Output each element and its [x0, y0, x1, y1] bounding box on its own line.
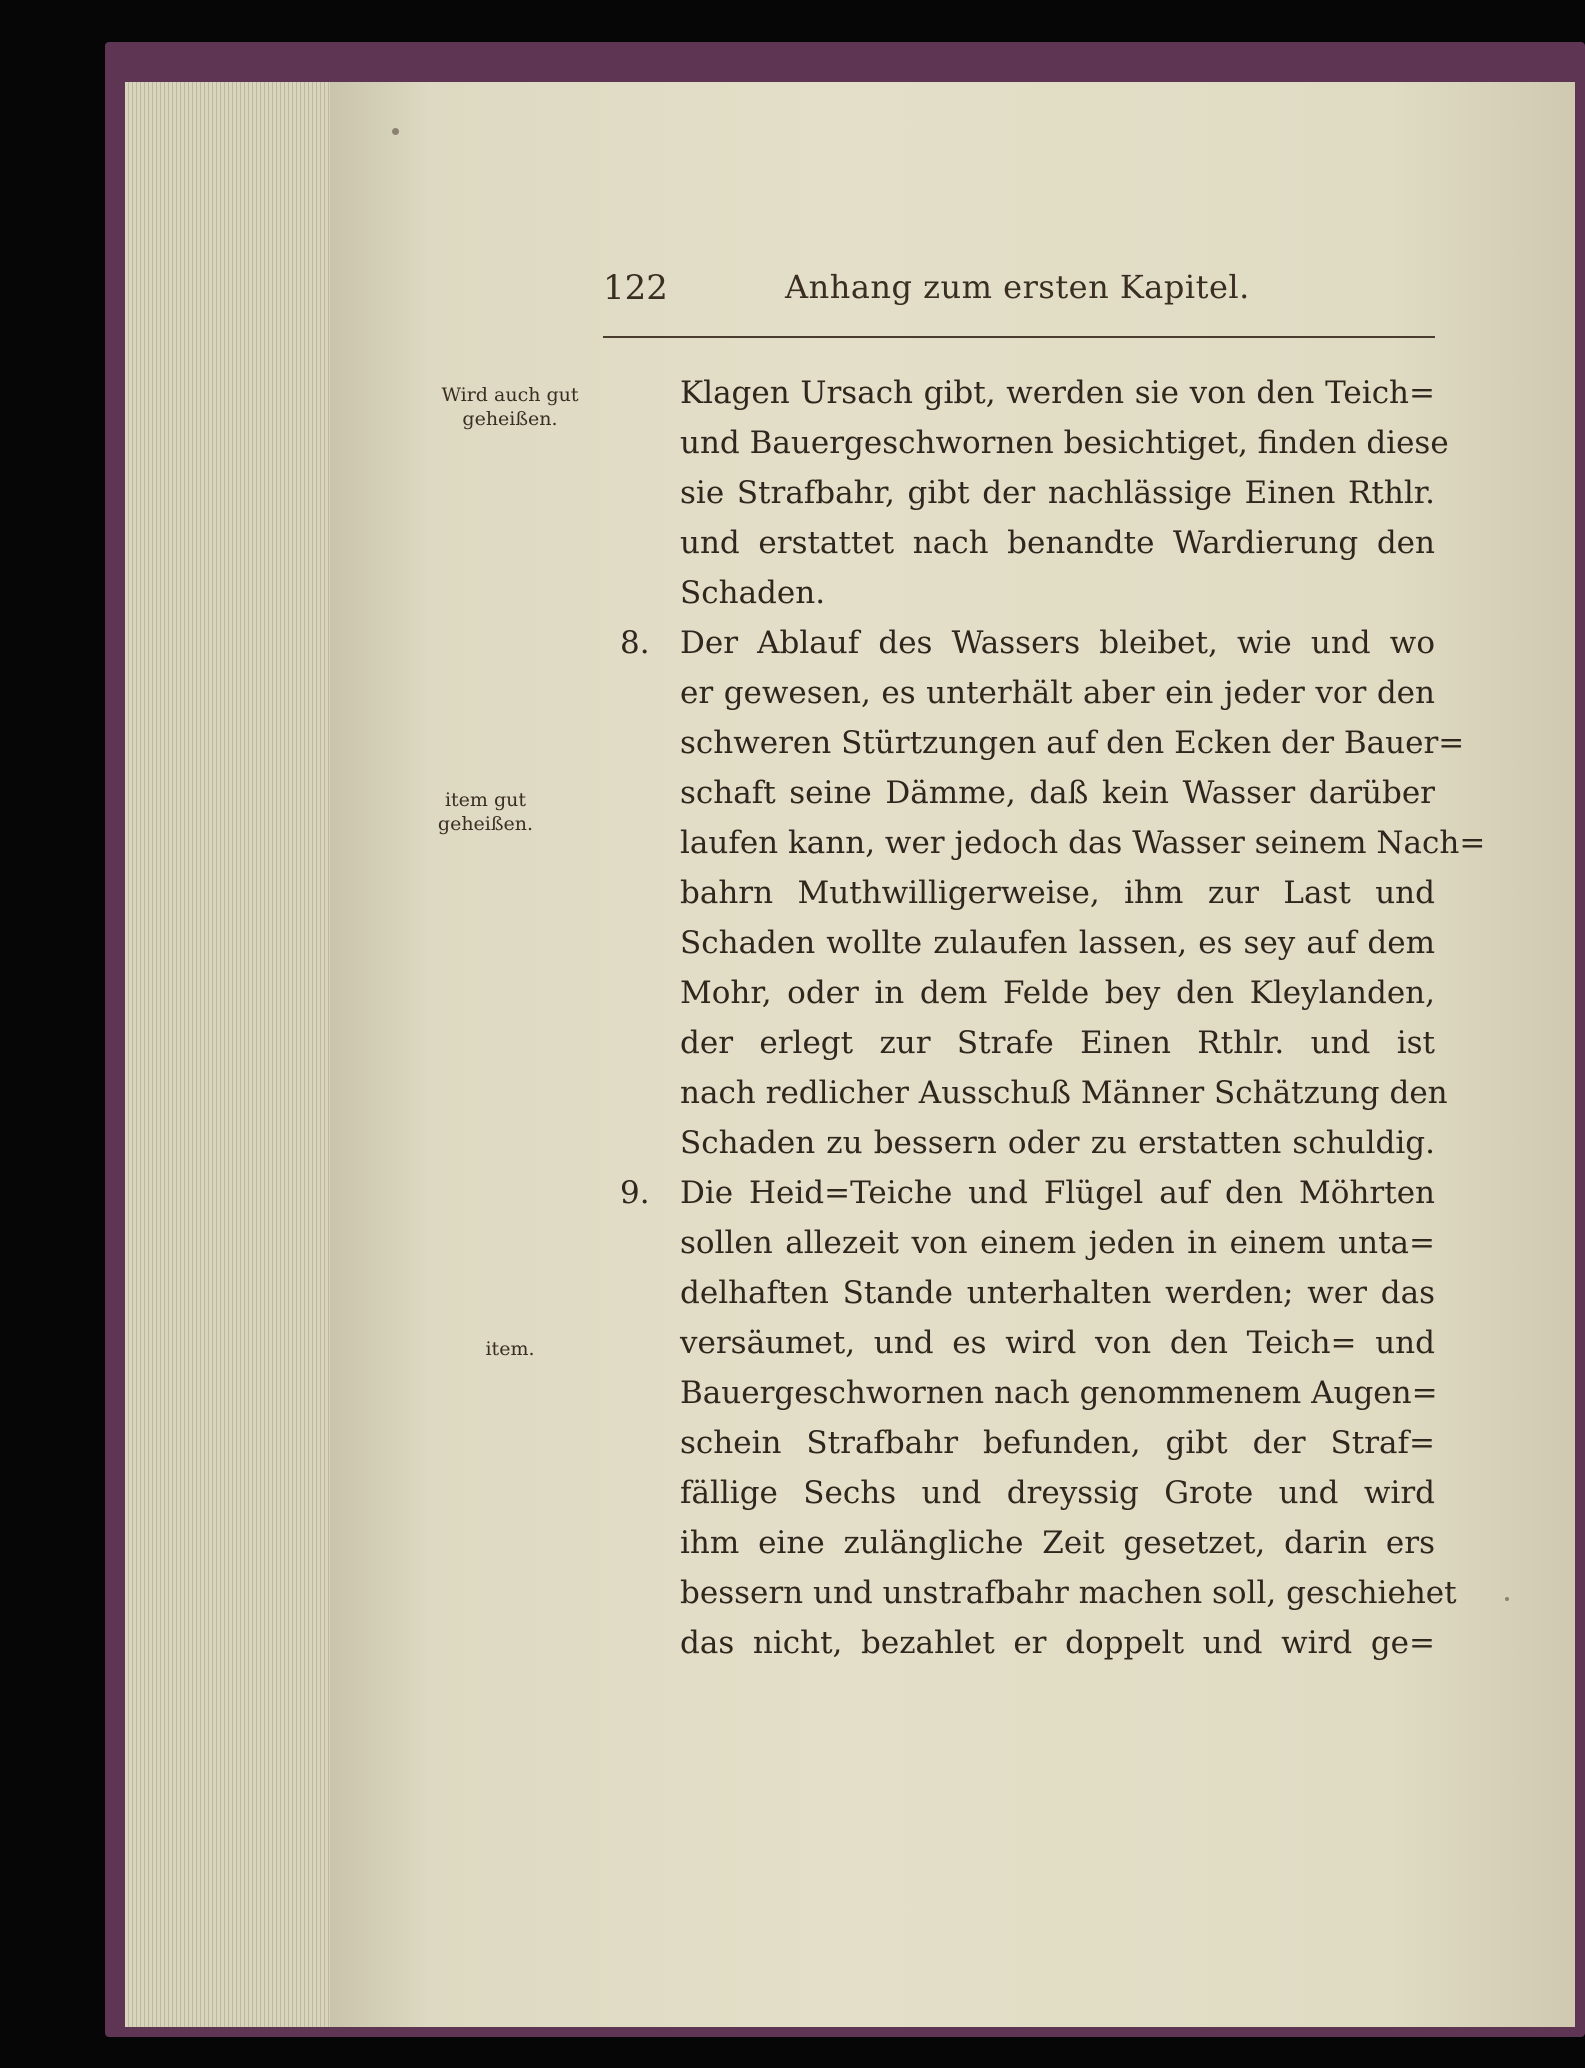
- text-line: delhaften Stande unterhalten werden; wer das: [680, 1275, 1435, 1311]
- text-line: nach redlicher Ausschuß Männer Schätzung den: [680, 1075, 1448, 1111]
- text-line: schweren Stürtzungen auf den Ecken der Bauer=: [680, 725, 1465, 761]
- text-line: bahrn Muthwilligerweise, ihm zur Last und: [680, 875, 1435, 911]
- text-line: Schaden.: [680, 575, 826, 611]
- text-line: Mohr, oder in dem Felde bey den Kleylanden,: [680, 975, 1435, 1011]
- paper-spot: [1505, 1597, 1509, 1601]
- text-line: sie Strafbahr, gibt der nachlässige Einen Rthlr.: [680, 475, 1435, 511]
- text-line: Bauergeschwornen nach genommenem Augen=: [680, 1375, 1438, 1411]
- text-line: bessern und unstrafbahr machen soll, geschiehet: [680, 1575, 1457, 1611]
- text-line: sollen allezeit von einem jeden in einem unta=: [680, 1225, 1435, 1261]
- page-number: 122: [603, 268, 668, 308]
- text-line: der erlegt zur Strafe Einen Rthlr. und ist: [680, 1025, 1435, 1061]
- body-text: [680, 368, 1486, 1668]
- running-head: Anhang zum ersten Kapitel.: [785, 268, 1250, 306]
- text-line: fällige Sechs und dreyssig Grote und wird: [680, 1475, 1435, 1511]
- paragraph-number: 9.: [620, 1175, 650, 1211]
- text-line: Schaden zu bessern oder zu erstatten schuldig.: [680, 1125, 1435, 1161]
- text-line: versäumet, und es wird von den Teich= und: [680, 1325, 1435, 1361]
- margin-note: item.: [485, 1338, 535, 1360]
- text-line: schein Strafbahr befunden, gibt der Straf=: [680, 1425, 1435, 1461]
- text-line: er gewesen, es unterhält aber ein jeder vor den: [680, 675, 1435, 711]
- text-line: ihm eine zulängliche Zeit gesetzet, darin ers: [680, 1525, 1435, 1561]
- margin-note: item gut geheißen.: [437, 789, 534, 835]
- text-line: Schaden wollte zulaufen lassen, es sey auf dem: [680, 925, 1435, 961]
- text-line: Die Heid=Teiche und Flügel auf den Möhrten: [680, 1175, 1435, 1211]
- text-line: und Bauergeschwornen besichtiget, finden diese: [680, 425, 1449, 461]
- paper-spot: [392, 128, 399, 135]
- text-line: laufen kann, wer jedoch das Wasser seinem Nach=: [680, 825, 1486, 861]
- text-line: Klagen Ursach gibt, werden sie von den Teich=: [680, 375, 1435, 411]
- paragraph-number: 8.: [620, 625, 650, 661]
- text-line: schaft seine Dämme, daß kein Wasser darüber: [680, 775, 1435, 811]
- page-edges: [125, 82, 345, 2027]
- page-header: [603, 268, 1435, 338]
- header-rule: [603, 336, 1435, 338]
- text-line: und erstattet nach benandte Wardierung den: [680, 525, 1435, 561]
- text-line: das nicht, bezahlet er doppelt und wird ge=: [680, 1625, 1435, 1661]
- margin-note: Wird auch gut geheißen.: [441, 384, 579, 430]
- text-line: Der Ablauf des Wassers bleibet, wie und wo: [680, 625, 1435, 661]
